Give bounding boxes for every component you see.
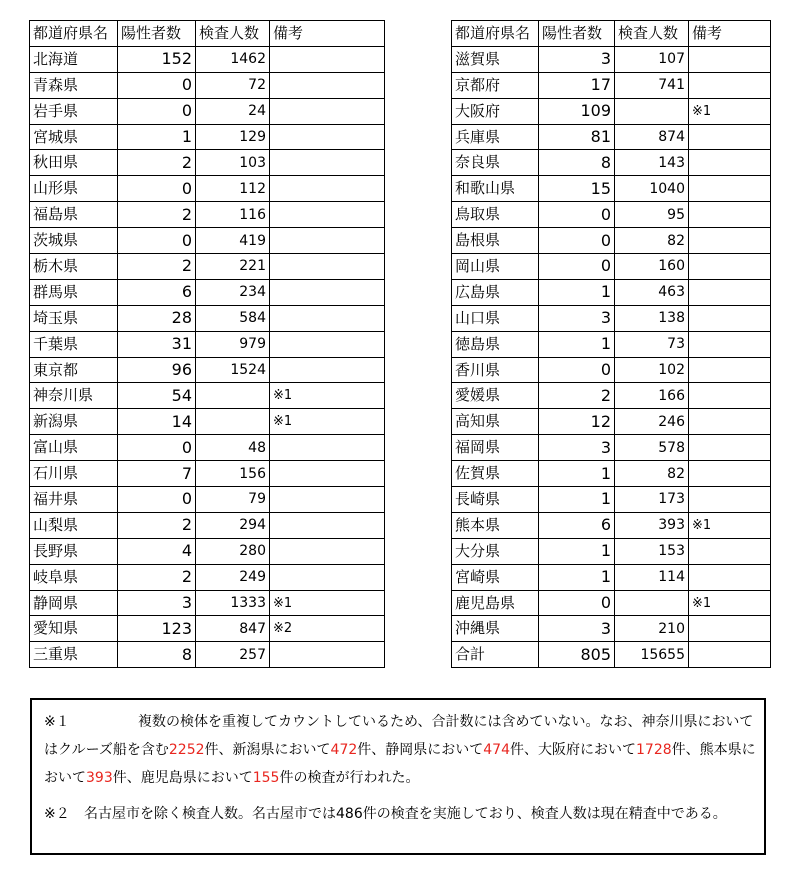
- positive-count-cell: 109: [539, 98, 615, 124]
- table-row: [452, 383, 771, 409]
- positive-count-cell: 805: [539, 642, 615, 668]
- prefecture-cell: 神奈川県: [30, 383, 118, 409]
- test-count-cell: 584: [196, 305, 270, 331]
- test-count-cell: 129: [196, 124, 270, 150]
- test-count-cell: [615, 590, 689, 616]
- positive-count-cell: 2: [118, 150, 196, 176]
- table-row: [452, 46, 771, 72]
- prefecture-cell: 沖縄県: [452, 616, 539, 642]
- prefecture-cell: 福島県: [30, 202, 118, 228]
- remarks-cell: [270, 305, 385, 331]
- prefecture-cell: 滋賀県: [452, 46, 539, 72]
- table-row: [30, 409, 385, 435]
- prefecture-cell: 広島県: [452, 279, 539, 305]
- positive-count-cell: 1: [539, 538, 615, 564]
- positive-count-cell: 123: [118, 616, 196, 642]
- positive-count-cell: 1: [118, 124, 196, 150]
- remarks-cell: [689, 46, 771, 72]
- header-prefecture: 都道府県名: [30, 21, 118, 47]
- prefecture-cell: 山口県: [452, 305, 539, 331]
- table-row: [452, 409, 771, 435]
- remarks-cell: [689, 331, 771, 357]
- table-row: [30, 254, 385, 280]
- test-count-cell: 138: [615, 305, 689, 331]
- table-row: [30, 461, 385, 487]
- footnote-1-text-part: 複数の検体を重複してカウントしているため、合計数には含めていない。なお、神奈川県においてはクルーズ船を含む: [44, 714, 754, 758]
- test-count-cell: 294: [196, 512, 270, 538]
- remarks-cell: [689, 305, 771, 331]
- footnote-2-text: 名古屋市を除く検査人数。名古屋市では486件の検査を実施しており、検査人数は現在精査中である。: [84, 806, 727, 822]
- positive-count-cell: 0: [539, 254, 615, 280]
- header-remarks: 備考: [689, 21, 771, 47]
- positive-count-cell: 1: [539, 564, 615, 590]
- remarks-cell: [689, 279, 771, 305]
- table-row: [30, 176, 385, 202]
- positive-count-cell: 3: [539, 616, 615, 642]
- table-row: [452, 72, 771, 98]
- prefecture-cell: 鳥取県: [452, 202, 539, 228]
- remarks-cell: [689, 357, 771, 383]
- table-row: [452, 435, 771, 461]
- prefecture-cell: 長野県: [30, 538, 118, 564]
- positive-count-cell: 0: [118, 72, 196, 98]
- remarks-cell: [689, 176, 771, 202]
- table-row: [452, 357, 771, 383]
- remarks-cell: ※1: [270, 409, 385, 435]
- test-count-cell: 153: [615, 538, 689, 564]
- positive-count-cell: 1: [539, 279, 615, 305]
- table-row: [30, 228, 385, 254]
- total-row: [452, 642, 771, 668]
- test-count-cell: 246: [615, 409, 689, 435]
- test-count-cell: 114: [615, 564, 689, 590]
- table-row: [30, 435, 385, 461]
- test-count-cell: 102: [615, 357, 689, 383]
- footnote-2: [44, 800, 758, 828]
- positive-count-cell: 0: [118, 228, 196, 254]
- table-row: [30, 564, 385, 590]
- prefecture-cell: 秋田県: [30, 150, 118, 176]
- table-row: [452, 228, 771, 254]
- test-count-cell: 210: [615, 616, 689, 642]
- table-row: [30, 202, 385, 228]
- shizuoka-test-count: 474: [483, 742, 510, 758]
- test-count-cell: 72: [196, 72, 270, 98]
- footnote-1-mark: ※１: [44, 714, 70, 730]
- remarks-cell: [689, 202, 771, 228]
- table-row: [452, 538, 771, 564]
- table-row: [452, 150, 771, 176]
- table-row: [452, 124, 771, 150]
- positive-count-cell: 7: [118, 461, 196, 487]
- remarks-cell: [270, 512, 385, 538]
- table-row: [452, 487, 771, 513]
- positive-count-cell: 17: [539, 72, 615, 98]
- positive-count-cell: 8: [118, 642, 196, 668]
- table-row: [452, 305, 771, 331]
- remarks-cell: ※1: [270, 590, 385, 616]
- test-count-cell: 79: [196, 487, 270, 513]
- remarks-cell: [270, 357, 385, 383]
- kumamoto-test-count: 393: [86, 770, 113, 786]
- remarks-cell: [270, 124, 385, 150]
- niigata-test-count: 472: [330, 742, 358, 758]
- test-count-cell: 578: [615, 435, 689, 461]
- prefecture-cell: 香川県: [452, 357, 539, 383]
- kagoshima-test-count: 155: [252, 770, 280, 786]
- table-row: [452, 512, 771, 538]
- test-count-cell: [196, 383, 270, 409]
- prefecture-table-left: [29, 20, 385, 668]
- test-count-cell: [615, 98, 689, 124]
- table-row: [30, 150, 385, 176]
- positive-count-cell: 2: [118, 564, 196, 590]
- remarks-cell: [689, 72, 771, 98]
- header-positive: 陽性者数: [118, 21, 196, 47]
- table-row: [452, 176, 771, 202]
- test-count-cell: 847: [196, 616, 270, 642]
- table-row: [30, 98, 385, 124]
- table-row: [30, 305, 385, 331]
- table-row: [452, 564, 771, 590]
- test-count-cell: 463: [615, 279, 689, 305]
- prefecture-cell: 鹿児島県: [452, 590, 539, 616]
- table-row: [30, 590, 385, 616]
- positive-count-cell: 81: [539, 124, 615, 150]
- prefecture-cell: 埼玉県: [30, 305, 118, 331]
- test-count-cell: 419: [196, 228, 270, 254]
- table-row: [30, 512, 385, 538]
- table-row: [452, 279, 771, 305]
- table-row: [452, 461, 771, 487]
- test-count-cell: 741: [615, 72, 689, 98]
- prefecture-cell: 栃木県: [30, 254, 118, 280]
- test-count-cell: 156: [196, 461, 270, 487]
- prefecture-cell: 熊本県: [452, 512, 539, 538]
- table-row: [452, 616, 771, 642]
- header-tests: 検査人数: [196, 21, 270, 47]
- test-count-cell: 48: [196, 435, 270, 461]
- positive-count-cell: 1: [539, 331, 615, 357]
- prefecture-cell: 石川県: [30, 461, 118, 487]
- remarks-cell: [270, 279, 385, 305]
- positive-count-cell: 15: [539, 176, 615, 202]
- prefecture-cell: 佐賀県: [452, 461, 539, 487]
- prefecture-cell: 群馬県: [30, 279, 118, 305]
- footnote-1-text-part: 件、新潟県において: [204, 742, 331, 758]
- remarks-cell: [270, 642, 385, 668]
- test-count-cell: 874: [615, 124, 689, 150]
- remarks-cell: [270, 150, 385, 176]
- positive-count-cell: 1: [539, 461, 615, 487]
- table-row: [30, 383, 385, 409]
- remarks-cell: [270, 176, 385, 202]
- table-row: [30, 642, 385, 668]
- positive-count-cell: 96: [118, 357, 196, 383]
- positive-count-cell: 0: [118, 435, 196, 461]
- positive-count-cell: 152: [118, 46, 196, 72]
- remarks-cell: [270, 564, 385, 590]
- positive-count-cell: 3: [539, 305, 615, 331]
- header-remarks: 備考: [270, 21, 385, 47]
- test-count-cell: 116: [196, 202, 270, 228]
- table-row: [30, 487, 385, 513]
- positive-count-cell: 0: [539, 590, 615, 616]
- prefecture-cell: 愛知県: [30, 616, 118, 642]
- remarks-cell: [270, 202, 385, 228]
- positive-count-cell: 28: [118, 305, 196, 331]
- table-row: [30, 279, 385, 305]
- test-count-cell: 82: [615, 228, 689, 254]
- prefecture-cell: 三重県: [30, 642, 118, 668]
- footnote-1-text-part: 件、鹿児島県において: [112, 770, 253, 786]
- table-row: [30, 357, 385, 383]
- test-count-cell: 160: [615, 254, 689, 280]
- positive-count-cell: 0: [539, 202, 615, 228]
- prefecture-cell: 福岡県: [452, 435, 539, 461]
- prefecture-cell: 大阪府: [452, 98, 539, 124]
- test-count-cell: 73: [615, 331, 689, 357]
- test-count-cell: 257: [196, 642, 270, 668]
- prefecture-cell: 千葉県: [30, 331, 118, 357]
- positive-count-cell: 0: [539, 228, 615, 254]
- remarks-cell: [689, 642, 771, 668]
- test-count-cell: 107: [615, 46, 689, 72]
- positive-count-cell: 31: [118, 331, 196, 357]
- remarks-cell: [270, 228, 385, 254]
- table-header-row: [30, 21, 385, 47]
- prefecture-cell: 山梨県: [30, 512, 118, 538]
- footnote-2-mark: ※２: [44, 806, 70, 822]
- prefecture-cell: 高知県: [452, 409, 539, 435]
- table-row: [452, 254, 771, 280]
- remarks-cell: [270, 461, 385, 487]
- table-row: [452, 202, 771, 228]
- footnote-1: [44, 708, 758, 792]
- remarks-cell: [689, 564, 771, 590]
- prefecture-cell: 福井県: [30, 487, 118, 513]
- positive-count-cell: 54: [118, 383, 196, 409]
- prefecture-cell: 宮城県: [30, 124, 118, 150]
- table-row: [30, 46, 385, 72]
- positive-count-cell: 6: [118, 279, 196, 305]
- prefecture-cell: 茨城県: [30, 228, 118, 254]
- header-positive: 陽性者数: [539, 21, 615, 47]
- remarks-cell: [270, 72, 385, 98]
- footnote-1-text-part: 件、熊本県において: [44, 742, 756, 786]
- remarks-cell: [689, 538, 771, 564]
- remarks-cell: ※1: [689, 98, 771, 124]
- remarks-cell: [689, 409, 771, 435]
- osaka-test-count: 1728: [636, 742, 672, 758]
- positive-count-cell: 2: [118, 202, 196, 228]
- test-count-cell: 979: [196, 331, 270, 357]
- test-count-cell: 249: [196, 564, 270, 590]
- remarks-cell: [270, 538, 385, 564]
- remarks-cell: ※1: [689, 512, 771, 538]
- remarks-cell: [689, 487, 771, 513]
- footnote-1-text: [44, 708, 758, 792]
- test-count-cell: 393: [615, 512, 689, 538]
- test-count-cell: 143: [615, 150, 689, 176]
- prefecture-cell: 大分県: [452, 538, 539, 564]
- test-count-cell: 166: [615, 383, 689, 409]
- prefecture-cell: 岐阜県: [30, 564, 118, 590]
- positive-count-cell: 3: [539, 435, 615, 461]
- prefecture-cell: 島根県: [452, 228, 539, 254]
- positive-count-cell: 12: [539, 409, 615, 435]
- footnotes-box: [30, 698, 766, 855]
- positive-count-cell: 8: [539, 150, 615, 176]
- prefecture-cell: 徳島県: [452, 331, 539, 357]
- prefecture-cell: 京都府: [452, 72, 539, 98]
- footnote-1-text-part: 件、静岡県において: [357, 742, 484, 758]
- positive-count-cell: 4: [118, 538, 196, 564]
- header-tests: 検査人数: [615, 21, 689, 47]
- prefecture-cell: 兵庫県: [452, 124, 539, 150]
- prefecture-cell: 合計: [452, 642, 539, 668]
- footnote-1-text-part: 件の検査が行われた。: [279, 770, 420, 786]
- prefecture-cell: 山形県: [30, 176, 118, 202]
- test-count-cell: 1333: [196, 590, 270, 616]
- prefecture-cell: 長崎県: [452, 487, 539, 513]
- prefecture-cell: 東京都: [30, 357, 118, 383]
- header-prefecture: 都道府県名: [452, 21, 539, 47]
- test-count-cell: 1524: [196, 357, 270, 383]
- remarks-cell: [689, 254, 771, 280]
- prefecture-cell: 北海道: [30, 46, 118, 72]
- table-row: [452, 331, 771, 357]
- remarks-cell: [689, 461, 771, 487]
- remarks-cell: [689, 435, 771, 461]
- prefecture-cell: 岩手県: [30, 98, 118, 124]
- test-count-cell: 24: [196, 98, 270, 124]
- test-count-cell: [196, 409, 270, 435]
- positive-count-cell: 14: [118, 409, 196, 435]
- prefecture-cell: 富山県: [30, 435, 118, 461]
- remarks-cell: [270, 331, 385, 357]
- prefecture-cell: 愛媛県: [452, 383, 539, 409]
- remarks-cell: ※1: [689, 590, 771, 616]
- table-row: [30, 538, 385, 564]
- prefecture-cell: 和歌山県: [452, 176, 539, 202]
- remarks-cell: [270, 435, 385, 461]
- positive-count-cell: 2: [539, 383, 615, 409]
- positive-count-cell: 0: [118, 487, 196, 513]
- test-count-cell: 95: [615, 202, 689, 228]
- test-count-cell: 173: [615, 487, 689, 513]
- remarks-cell: [270, 98, 385, 124]
- remarks-cell: [689, 616, 771, 642]
- table-row: [452, 98, 771, 124]
- positive-count-cell: 1: [539, 487, 615, 513]
- test-count-cell: 103: [196, 150, 270, 176]
- test-count-cell: 112: [196, 176, 270, 202]
- remarks-cell: [689, 150, 771, 176]
- positive-count-cell: 3: [118, 590, 196, 616]
- remarks-cell: ※2: [270, 616, 385, 642]
- table-row: [30, 124, 385, 150]
- prefecture-table-right: [451, 20, 771, 668]
- remarks-cell: [270, 487, 385, 513]
- prefecture-cell: 奈良県: [452, 150, 539, 176]
- table-row: [452, 590, 771, 616]
- test-count-cell: 280: [196, 538, 270, 564]
- positive-count-cell: 2: [118, 512, 196, 538]
- positive-count-cell: 0: [118, 176, 196, 202]
- table-header-row: [452, 21, 771, 47]
- test-count-cell: 234: [196, 279, 270, 305]
- test-count-cell: 15655: [615, 642, 689, 668]
- remarks-cell: [270, 46, 385, 72]
- table-row: [30, 616, 385, 642]
- table-row: [30, 331, 385, 357]
- remarks-cell: [689, 383, 771, 409]
- prefecture-cell: 青森県: [30, 72, 118, 98]
- test-count-cell: 82: [615, 461, 689, 487]
- table-row: [30, 72, 385, 98]
- test-count-cell: 1462: [196, 46, 270, 72]
- test-count-cell: 1040: [615, 176, 689, 202]
- prefecture-cell: 静岡県: [30, 590, 118, 616]
- positive-count-cell: 6: [539, 512, 615, 538]
- remarks-cell: [270, 254, 385, 280]
- positive-count-cell: 0: [118, 98, 196, 124]
- prefecture-cell: 岡山県: [452, 254, 539, 280]
- test-count-cell: 221: [196, 254, 270, 280]
- positive-count-cell: 2: [118, 254, 196, 280]
- positive-count-cell: 3: [539, 46, 615, 72]
- footnote-1-text-part: 件、大阪府において: [510, 742, 636, 758]
- kanagawa-test-count: 2252: [168, 742, 205, 758]
- positive-count-cell: 0: [539, 357, 615, 383]
- remarks-cell: ※1: [270, 383, 385, 409]
- prefecture-cell: 宮崎県: [452, 564, 539, 590]
- prefecture-cell: 新潟県: [30, 409, 118, 435]
- remarks-cell: [689, 228, 771, 254]
- remarks-cell: [689, 124, 771, 150]
